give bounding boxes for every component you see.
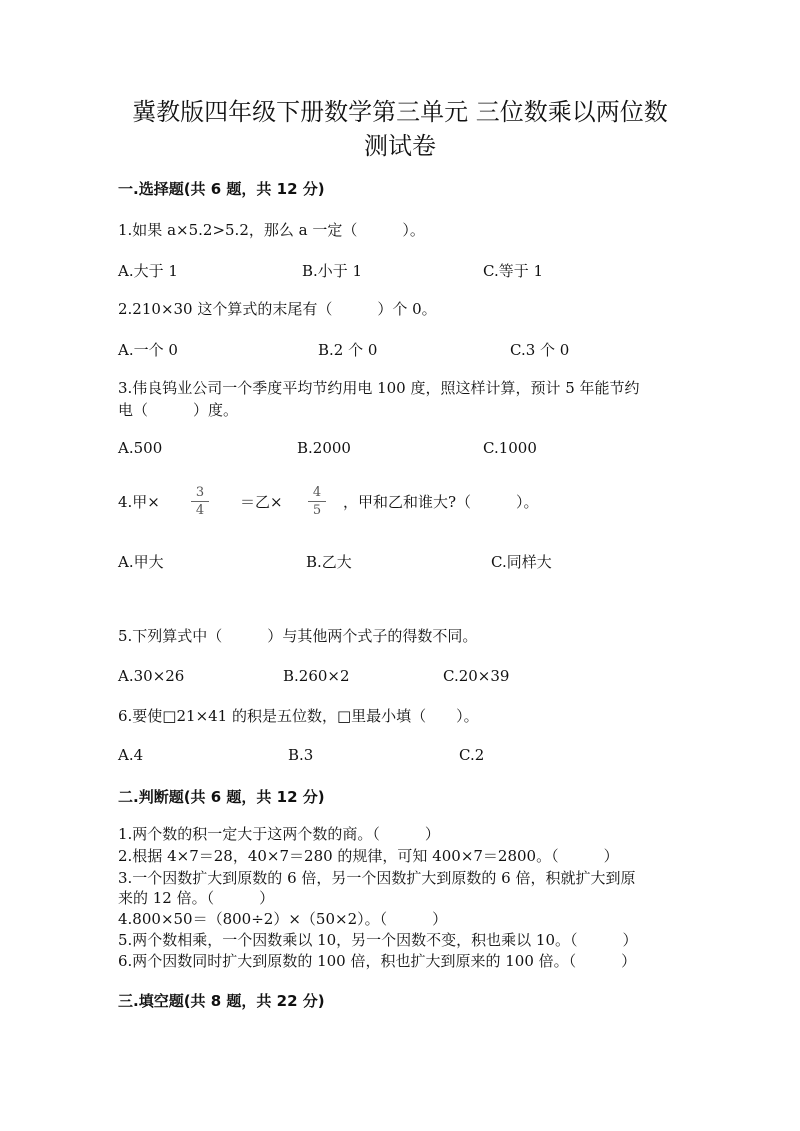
fraction-three-quarters: 3 4 bbox=[189, 486, 211, 517]
q2-option-a: A.一个 0 bbox=[118, 341, 178, 359]
q1-option-a: A.大于 1 bbox=[118, 262, 178, 280]
judgment-item: 5.两个数相乘，一个因数乘以 10，另一个因数不变，积也乘以 10。（ ） bbox=[118, 931, 638, 949]
question-6: 6.要使□21×41 的积是五位数，□里最小填（ ）。 bbox=[118, 707, 479, 725]
section-heading-judgment: 二.判断题(共 6 题，共 12 分) bbox=[118, 788, 325, 806]
question-3-line2: 电（ ）度。 bbox=[118, 401, 239, 419]
question-3-line1: 3.伟良钨业公司一个季度平均节约用电 100 度，照这样计算，预计 5 年能节约 bbox=[118, 379, 640, 397]
q4-option-a: A.甲大 bbox=[118, 553, 164, 571]
fraction-four-fifths: 4 5 bbox=[306, 486, 328, 517]
q5-option-a: A.30×26 bbox=[118, 667, 185, 685]
q6-option-a: A.4 bbox=[118, 746, 144, 764]
q1-option-c: C.等于 1 bbox=[483, 262, 544, 280]
page-title: 冀教版四年级下册数学第三单元 三位数乘以两位数 bbox=[132, 98, 668, 126]
q3-option-c: C.1000 bbox=[483, 439, 537, 457]
q5-option-c: C.20×39 bbox=[443, 667, 510, 685]
q6-option-b: B.3 bbox=[288, 746, 314, 764]
section-heading-choice: 一.选择题(共 6 题，共 12 分) bbox=[118, 180, 325, 198]
question-2: 2.210×30 这个算式的末尾有（ ）个 0。 bbox=[118, 300, 437, 318]
q1-option-b: B.小于 1 bbox=[302, 262, 363, 280]
question-5: 5.下列算式中（ ）与其他两个式子的得数不同。 bbox=[118, 627, 478, 645]
judgment-item: 3.一个因数扩大到原数的 6 倍，另一个因数扩大到原数的 6 倍，积就扩大到原 bbox=[118, 869, 636, 887]
judgment-item: 来的 12 倍。（ ） bbox=[118, 889, 275, 907]
q2-option-c: C.3 个 0 bbox=[510, 341, 570, 359]
section-heading-fill-blank: 三.填空题(共 8 题，共 22 分) bbox=[118, 992, 325, 1010]
q5-option-b: B.260×2 bbox=[283, 667, 350, 685]
q4-option-b: B.乙大 bbox=[306, 553, 352, 571]
judgment-item: 1.两个数的积一定大于这两个数的商。（ ） bbox=[118, 825, 440, 843]
q3-option-a: A.500 bbox=[118, 439, 163, 457]
q2-option-b: B.2 个 0 bbox=[318, 341, 378, 359]
q6-option-c: C.2 bbox=[459, 746, 485, 764]
q4-option-c: C.同样大 bbox=[491, 553, 552, 571]
q3-option-b: B.2000 bbox=[297, 439, 351, 457]
question-1: 1.如果 a×5.2>5.2，那么 a 一定（ ）。 bbox=[118, 221, 425, 239]
question-4-part2: ＝乙× bbox=[240, 493, 283, 511]
page-title-line2: 测试卷 bbox=[364, 132, 436, 160]
question-4-part1: 4.甲× bbox=[118, 493, 160, 511]
judgment-item: 2.根据 4×7＝28，40×7＝280 的规律，可知 400×7＝2800。（ ） bbox=[118, 847, 619, 865]
judgment-item: 6.两个因数同时扩大到原数的 100 倍，积也扩大到原来的 100 倍。（ ） bbox=[118, 952, 637, 970]
question-4-part3: ，甲和乙和谁大?（ ）。 bbox=[343, 493, 539, 511]
judgment-item: 4.800×50＝（800÷2）×（50×2）。（ ） bbox=[118, 910, 448, 928]
